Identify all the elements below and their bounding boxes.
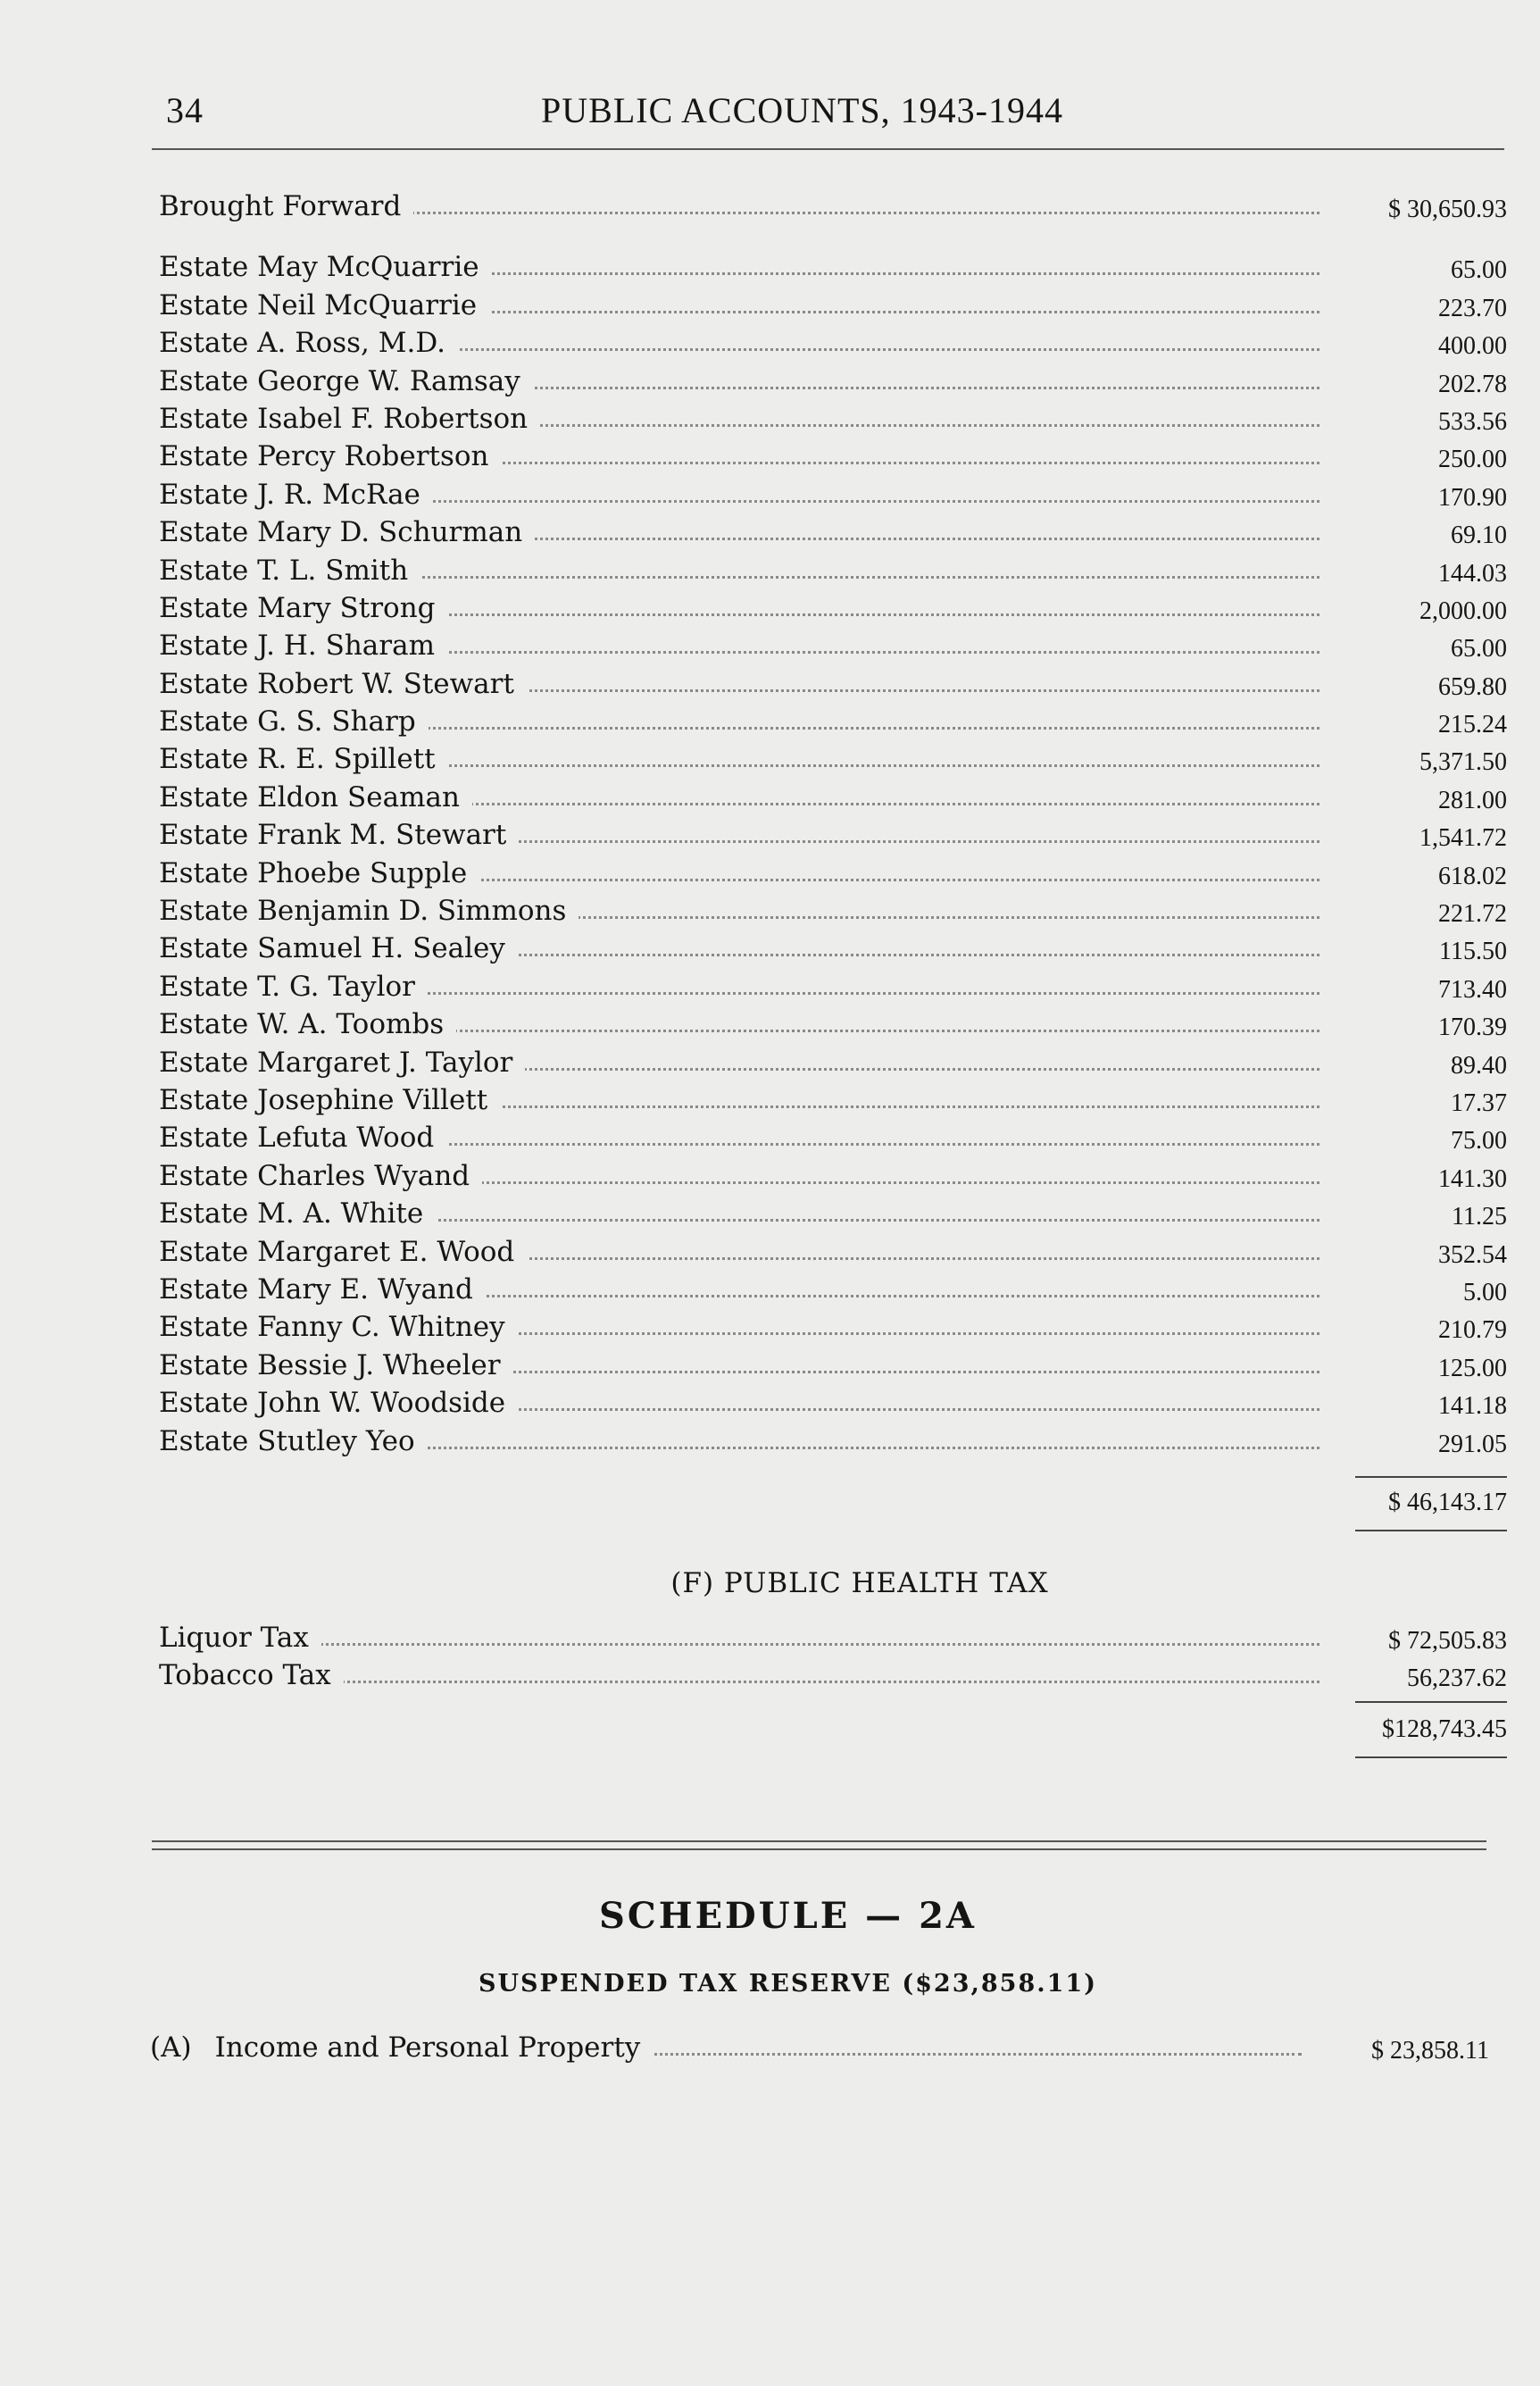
schedule-item-label: (A) — [150, 2031, 192, 2064]
estate-name: Estate Neil McQuarrie — [159, 287, 489, 324]
schedule-title: SCHEDULE — 2A — [599, 1895, 977, 1937]
estate-row — [159, 589, 1507, 627]
estate-name: Estate Lefuta Wood — [159, 1119, 446, 1156]
estate-name: Estate Margaret J. Taylor — [159, 1044, 525, 1081]
estate-amount: 141.18 — [1438, 1392, 1507, 1421]
schedule-subtitle: SUSPENDED TAX RESERVE ($23,858.11) — [479, 1970, 1097, 1998]
estate-amount: 291.05 — [1438, 1430, 1507, 1458]
estate-amount: 69.10 — [1451, 521, 1507, 550]
estate-row — [159, 287, 1507, 324]
page-header — [166, 89, 1505, 143]
estate-name: Estate Samuel H. Sealey — [159, 930, 518, 967]
estate-row — [159, 552, 1507, 589]
estate-name: Estate Mary Strong — [159, 589, 448, 627]
estate-row — [159, 968, 1507, 1005]
estate-amount: 5.00 — [1463, 1278, 1507, 1306]
total-rule-bottom — [1355, 1530, 1507, 1531]
public-health-heading: (F) PUBLIC HEALTH TAX — [670, 1566, 1049, 1599]
estate-list — [159, 248, 1507, 1460]
estate-row — [159, 363, 1507, 400]
estates-total-block — [159, 1460, 1507, 1540]
estate-row — [159, 1119, 1507, 1156]
estate-name: Estate Isabel F. Robertson — [159, 400, 540, 438]
tax-amount: 56,237.62 — [1407, 1664, 1507, 1693]
estate-amount: 141.30 — [1438, 1164, 1507, 1193]
estate-amount: 2,000.00 — [1419, 596, 1507, 625]
estate-amount: 5,371.50 — [1419, 748, 1507, 777]
section-divider — [152, 1840, 1486, 1856]
brought-forward-row — [159, 188, 1507, 225]
public-health-list — [159, 1619, 1507, 1693]
tax-row — [159, 1619, 1507, 1656]
estate-name: Estate A. Ross, M.D. — [159, 324, 458, 362]
estate-name: Estate Eldon Seaman — [159, 779, 472, 816]
dot-leader — [159, 1643, 1319, 1646]
estate-row — [159, 1422, 1507, 1460]
estates-total-amount: $ 46,143.17 — [1388, 1488, 1507, 1516]
estate-row — [159, 1044, 1507, 1081]
estate-amount: 89.40 — [1451, 1051, 1507, 1080]
estate-name: Estate G. S. Sharp — [159, 703, 429, 740]
estate-amount: 352.54 — [1438, 1240, 1507, 1269]
estate-name: Estate Margaret E. Wood — [159, 1233, 527, 1271]
estate-amount: 210.79 — [1438, 1316, 1507, 1345]
page-number: 34 — [166, 90, 204, 130]
public-health-total-block — [159, 1689, 1507, 1769]
total-rule-top — [1355, 1701, 1507, 1703]
estate-amount: 659.80 — [1438, 672, 1507, 701]
estate-name: Estate Stutley Yeo — [159, 1422, 428, 1460]
estate-name: Estate Percy Robertson — [159, 438, 502, 475]
estate-amount: 170.39 — [1438, 1014, 1507, 1042]
estate-row — [159, 1233, 1507, 1271]
estate-row — [159, 627, 1507, 664]
estate-row — [159, 855, 1507, 892]
estate-row — [159, 1005, 1507, 1043]
estate-amount: 202.78 — [1438, 370, 1507, 398]
estate-name: Estate Josephine Villett — [159, 1081, 500, 1119]
estate-name: Estate Frank M. Stewart — [159, 816, 519, 854]
estate-amount: 75.00 — [1451, 1127, 1507, 1155]
estate-name: Estate Fanny C. Whitney — [159, 1308, 518, 1346]
estate-row — [159, 248, 1507, 286]
estate-row — [159, 476, 1507, 513]
estate-amount: 221.72 — [1438, 900, 1507, 929]
estate-row — [159, 703, 1507, 740]
estate-amount: 144.03 — [1438, 559, 1507, 588]
estate-amount: 223.70 — [1438, 294, 1507, 322]
brought-forward-label: Brought Forward — [159, 188, 413, 225]
estate-name: Estate T. L. Smith — [159, 552, 420, 589]
schedule-item-amount: $ 23,858.11 — [1371, 2037, 1489, 2065]
total-rule-bottom — [1355, 1756, 1507, 1758]
estate-name: Estate Bessie J. Wheeler — [159, 1347, 513, 1384]
estate-name: Estate Charles Wyand — [159, 1157, 482, 1195]
estate-row — [159, 1195, 1507, 1232]
tax-name: Liquor Tax — [159, 1619, 321, 1656]
estate-amount: 533.56 — [1438, 407, 1507, 436]
estate-row — [159, 740, 1507, 778]
estate-name: Estate R. E. Spillett — [159, 740, 448, 778]
estate-row — [159, 1081, 1507, 1119]
estate-amount: 11.25 — [1452, 1203, 1507, 1231]
estate-amount: 17.37 — [1451, 1089, 1507, 1117]
estate-row — [159, 892, 1507, 930]
estate-amount: 65.00 — [1451, 635, 1507, 663]
estate-row — [159, 1347, 1507, 1384]
schedule-item — [150, 2029, 1489, 2066]
estate-amount: 125.00 — [1438, 1354, 1507, 1382]
estate-row — [159, 513, 1507, 551]
estate-amount: 215.24 — [1438, 711, 1507, 739]
estate-row — [159, 1271, 1507, 1308]
estate-amount: 1,541.72 — [1419, 824, 1507, 853]
estate-amount: 281.00 — [1438, 786, 1507, 814]
estate-amount: 618.02 — [1438, 862, 1507, 890]
estate-amount: 170.90 — [1438, 483, 1507, 512]
total-rule-top — [1355, 1476, 1507, 1478]
estate-name: Estate W. A. Toombs — [159, 1005, 456, 1043]
tax-amount: $ 72,505.83 — [1388, 1626, 1507, 1655]
brought-forward-amount: $ 30,650.93 — [1388, 196, 1507, 223]
estate-name: Estate Phoebe Supple — [159, 855, 479, 892]
estate-name: Estate George W. Ramsay — [159, 363, 533, 400]
estate-name: Estate J. H. Sharam — [159, 627, 447, 664]
estate-name: Estate J. R. McRae — [159, 476, 433, 513]
estate-name: Estate M. A. White — [159, 1195, 436, 1232]
public-health-total-amount: $128,743.45 — [1382, 1715, 1507, 1744]
estate-name: Estate Robert W. Stewart — [159, 665, 527, 703]
estate-amount: 115.50 — [1439, 938, 1507, 966]
tax-row — [159, 1656, 1507, 1693]
schedule-item-row — [150, 2029, 1489, 2066]
estate-name: Estate May McQuarrie — [159, 248, 492, 286]
estate-row — [159, 779, 1507, 816]
estates-ledger — [159, 188, 1507, 1769]
schedule-item-name: Income and Personal Property — [214, 2031, 641, 2064]
estate-amount: 713.40 — [1438, 975, 1507, 1004]
estate-row — [159, 1157, 1507, 1195]
estate-row — [159, 930, 1507, 967]
estate-name: Estate T. G. Taylor — [159, 968, 428, 1005]
estate-name: Estate Benjamin D. Simmons — [159, 892, 579, 930]
estate-row — [159, 1308, 1507, 1346]
estate-row — [159, 1384, 1507, 1422]
estate-amount: 250.00 — [1438, 446, 1507, 474]
estate-row — [159, 438, 1507, 475]
estate-name: Estate Mary D. Schurman — [159, 513, 535, 551]
estate-name: Estate Mary E. Wyand — [159, 1271, 486, 1308]
schedule-item-name-wrap — [150, 2029, 653, 2066]
estate-row — [159, 324, 1507, 362]
estate-amount: 65.00 — [1451, 256, 1507, 285]
header-rule — [152, 148, 1504, 150]
estate-amount: 400.00 — [1438, 332, 1507, 361]
tax-name: Tobacco Tax — [159, 1656, 344, 1694]
running-title: PUBLIC ACCOUNTS, 1943-1944 — [541, 90, 1063, 130]
estate-row — [159, 665, 1507, 703]
estate-row — [159, 400, 1507, 438]
estate-name: Estate John W. Woodside — [159, 1384, 518, 1422]
estate-row — [159, 816, 1507, 854]
